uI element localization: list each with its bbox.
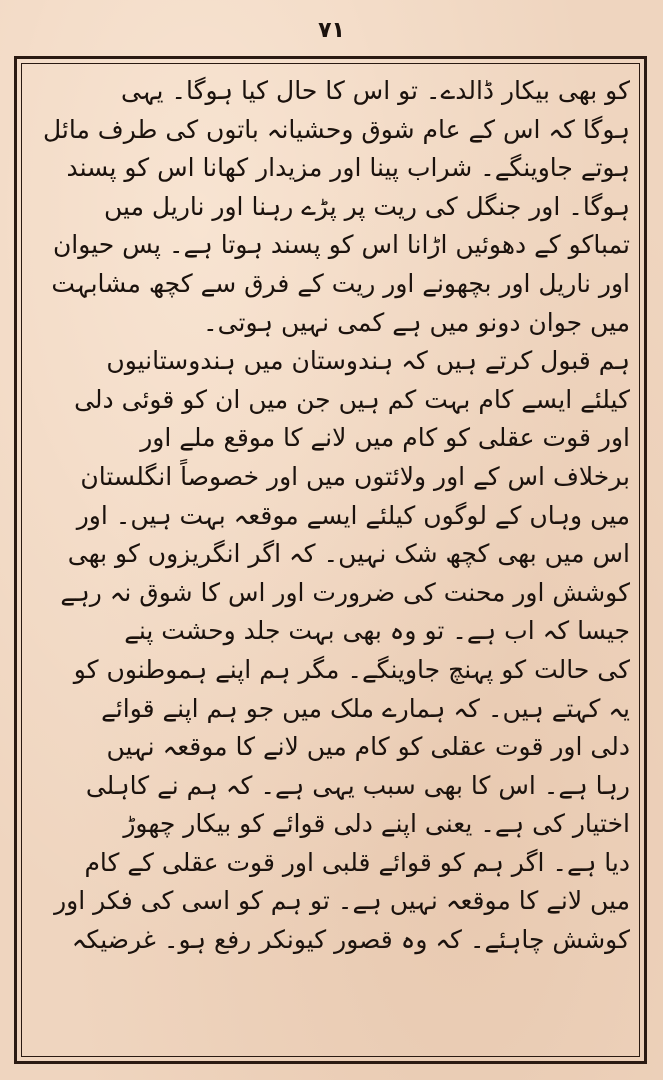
text-line: جیسا کہ اب ہے۔ تو وہ بھی بہت جلد وحشت پنے bbox=[124, 616, 630, 646]
text-line: کوشش چاہئے۔ کہ وہ قصور کیونکر رفع ہو۔ غرضیکہ bbox=[71, 925, 630, 955]
text-line: کوشش اور محنت کی ضرورت اور اس کا شوق نہ رہے bbox=[60, 577, 630, 607]
text-line: رہا ہے۔ اس کا بھی سبب یہی ہے۔ کہ ہم نے کاہلی bbox=[85, 770, 630, 800]
text-line: دیا ہے۔ اگر ہم کو قوائے قلبی اور قوت عقلی کے کام bbox=[84, 847, 630, 877]
text-line: اور قوت عقلی کو کام میں لانے کا موقع ملے اور bbox=[140, 423, 630, 453]
text-line: کو بھی بیکار ڈالدے۔ تو اس کا حال کیا ہوگا۔ یہی bbox=[120, 76, 630, 105]
text-line: برخلاف اس کے اور ولائتوں میں اور خصوصاً انگلستان bbox=[80, 461, 630, 491]
text-line: اس میں بھی کچھ شک نہیں۔ کہ اگر انگریزوں کو بھی bbox=[67, 539, 630, 569]
text-line: ہوتے جاوینگے۔ شراب پینا اور مزیدار کھانا اس کو پسند bbox=[66, 153, 630, 183]
text-line: ہم قبول کرتے ہیں کہ ہندوستان میں ہندوستانیوں bbox=[106, 346, 630, 376]
text-line: اختیار کی ہے۔ یعنی اپنے دلی قوائے کو بیکار چھوڑ bbox=[123, 809, 630, 839]
text-line: کیلئے ایسے کام بہت کم ہیں جن میں ان کو قوئی دلی bbox=[74, 384, 630, 414]
text-line: میں وہاں کے لوگوں کیلئے ایسے موقعہ بہت ہیں۔ اور bbox=[76, 500, 630, 530]
text-line: میں لانے کا موقعہ نہیں ہے۔ تو ہم کو اسی کی فکر اور bbox=[54, 886, 630, 916]
text-line: کی حالت کو پہنچ جاوینگے۔ مگر ہم اپنے ہموطنوں کو bbox=[73, 654, 630, 684]
text-line: ہوگا کہ اس کے عام شوق وحشیانہ باتوں کی طرف مائل bbox=[42, 114, 630, 144]
text-line: ہوگا۔ اور جنگل کی ریت پر پڑے رہنا اور ناریل میں bbox=[104, 191, 630, 221]
text-line: تمباکو کے دھوئیں اڑانا اس کو پسند ہوتا ہے۔ پس حیوان bbox=[52, 230, 630, 260]
text-line: یہ کہتے ہیں۔ کہ ہمارے ملک میں جو ہم اپنے قوائے bbox=[101, 693, 630, 723]
body-text bbox=[30, 72, 630, 1050]
text-line: میں جوان دونو میں ہے کمی نہیں ہوتی۔ bbox=[203, 307, 630, 337]
page-number: ۷۱ bbox=[318, 18, 345, 43]
text-line: دلی اور قوت عقلی کو کام میں لانے کا موقعہ نہیں bbox=[106, 732, 630, 762]
text-line: اور ناریل اور بچھونے اور ریت کے فرق سے کچھ مشابہت bbox=[51, 268, 630, 298]
